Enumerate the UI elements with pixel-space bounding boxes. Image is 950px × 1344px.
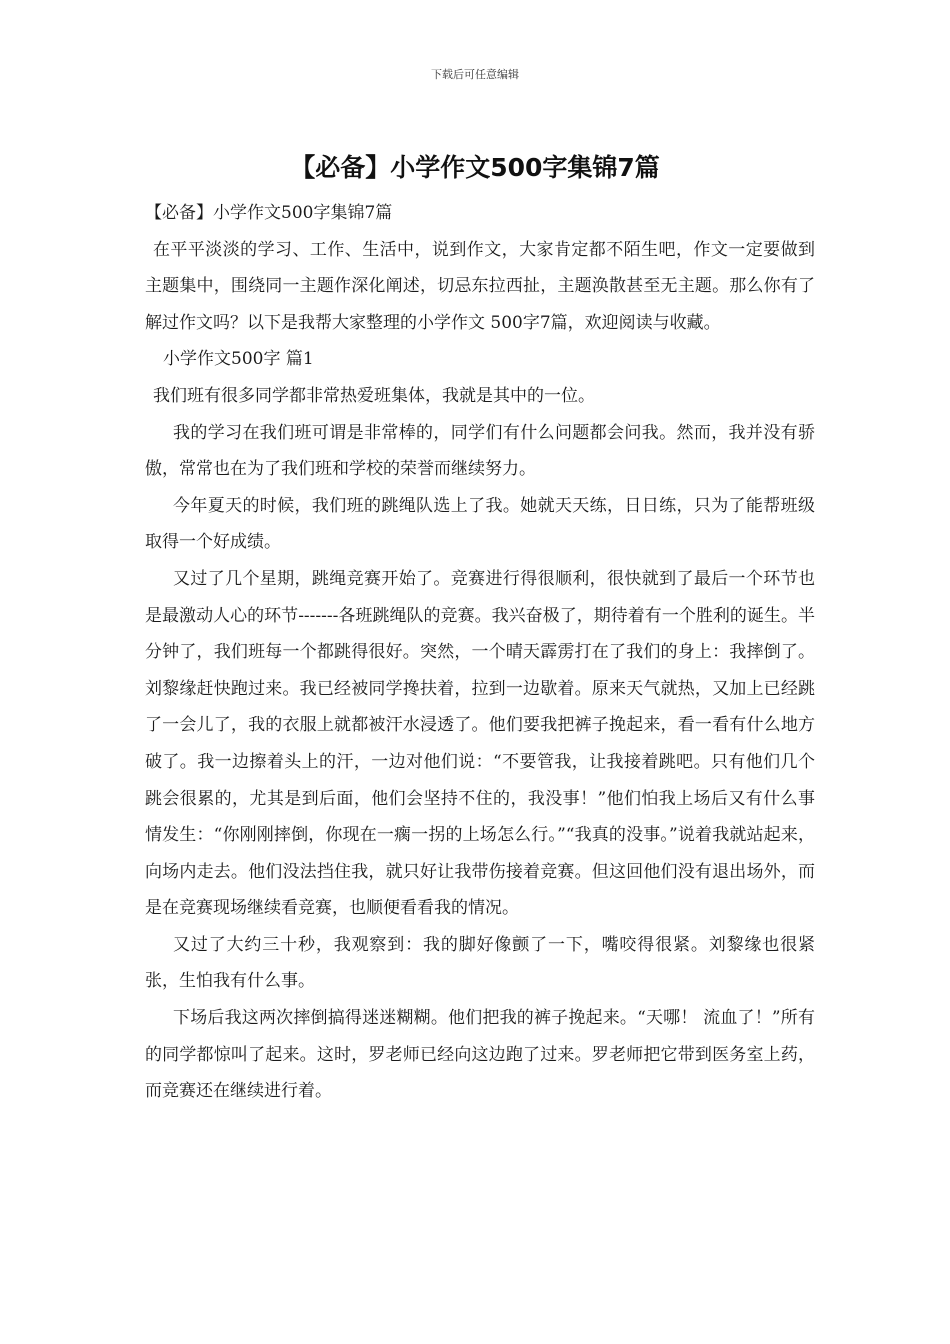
body-paragraph-5: 又过了大约三十秒，我观察到：我的脚好像颤了一下，嘴咬得很紧。刘黎缘也很紧张，生怕我有什么事。 [145, 934, 815, 992]
body-paragraph-2: 我的学习在我们班可谓是非常棒的，同学们有什么问题都会问我。然而，我并没有骄傲，常常也在为了我们班和学校的荣誉而继续努力。 [145, 422, 815, 480]
subtitle-line: 【必备】小学作文500字集锦7篇 [145, 203, 393, 223]
document-body [145, 195, 815, 1110]
document-title: 【必备】小学作文500字集锦7篇 [290, 153, 660, 182]
body-paragraph-1: 我们班有很多同学都非常热爱班集体，我就是其中的一位。 [153, 385, 595, 406]
body-paragraph-3: 今年夏天的时候，我们班的跳绳队选上了我。她就天天练，日日练，只为了能帮班级取得一个好成绩。 [145, 495, 815, 553]
body-paragraph-6: 下场后我这两次摔倒搞得迷迷糊糊。他们把我的裤子挽起来。“天哪！ 流血了！”所有的同学都惊叫了起来。这时，罗老师已经向这边跑了过来。罗老师把它带到医务室上药，而竞赛还在继续进行着。 [145, 1008, 815, 1102]
body-paragraph-4: 又过了几个星期，跳绳竞赛开始了。竞赛进行得很顺利，很快就到了最后一个环节也是最激动人心的环节-------各班跳绳队的竞赛。我兴奋极了，期待着有一个胜利的诞生。半分钟了，我们班每一个都跳得很好。突然，一个晴天霹雳打在了我们的身上：我摔倒了。刘黎缘赶快跑过来。我已经被同学搀扶着，拉到一边歇着。原来天气就热，又加上已经跳了一会儿了，我的衣服上就都被汗水浸透了。他们要我把裤子挽起来，看一看有什么地方破了。我一边擦着头上的汗，一边对他们说：“不要管我，让我接着跳吧。只有他们几个跳会很累的，尤其是到后面，他们会坚持不住的，我没事！”他们怕我上场后又有什么事情发生：“你刚刚摔倒，你现在一瘸一拐的上场怎么行。”“我真的没事。”说着我就站起来，向场内走去。他们没法挡住我，就只好让我带伤接着竞赛。但这回他们没有退出场外，而是在竞赛现场继续看竞赛，也顺便看看我的情况。 [145, 568, 815, 919]
header-note: 下载后可任意编辑 [431, 68, 519, 81]
section-heading: 小学作文500字 篇1 [163, 349, 314, 370]
intro-paragraph: 在平平淡淡的学习、工作、生活中，说到作文，大家肯定都不陌生吧，作文一定要做到主题集中，围绕同一主题作深化阐述，切忌东拉西扯，主题涣散甚至无主题。那么你有了解过作文吗？以下是我帮大家整理的小学作文 500字7篇，欢迎阅读与收藏。 [145, 239, 815, 333]
